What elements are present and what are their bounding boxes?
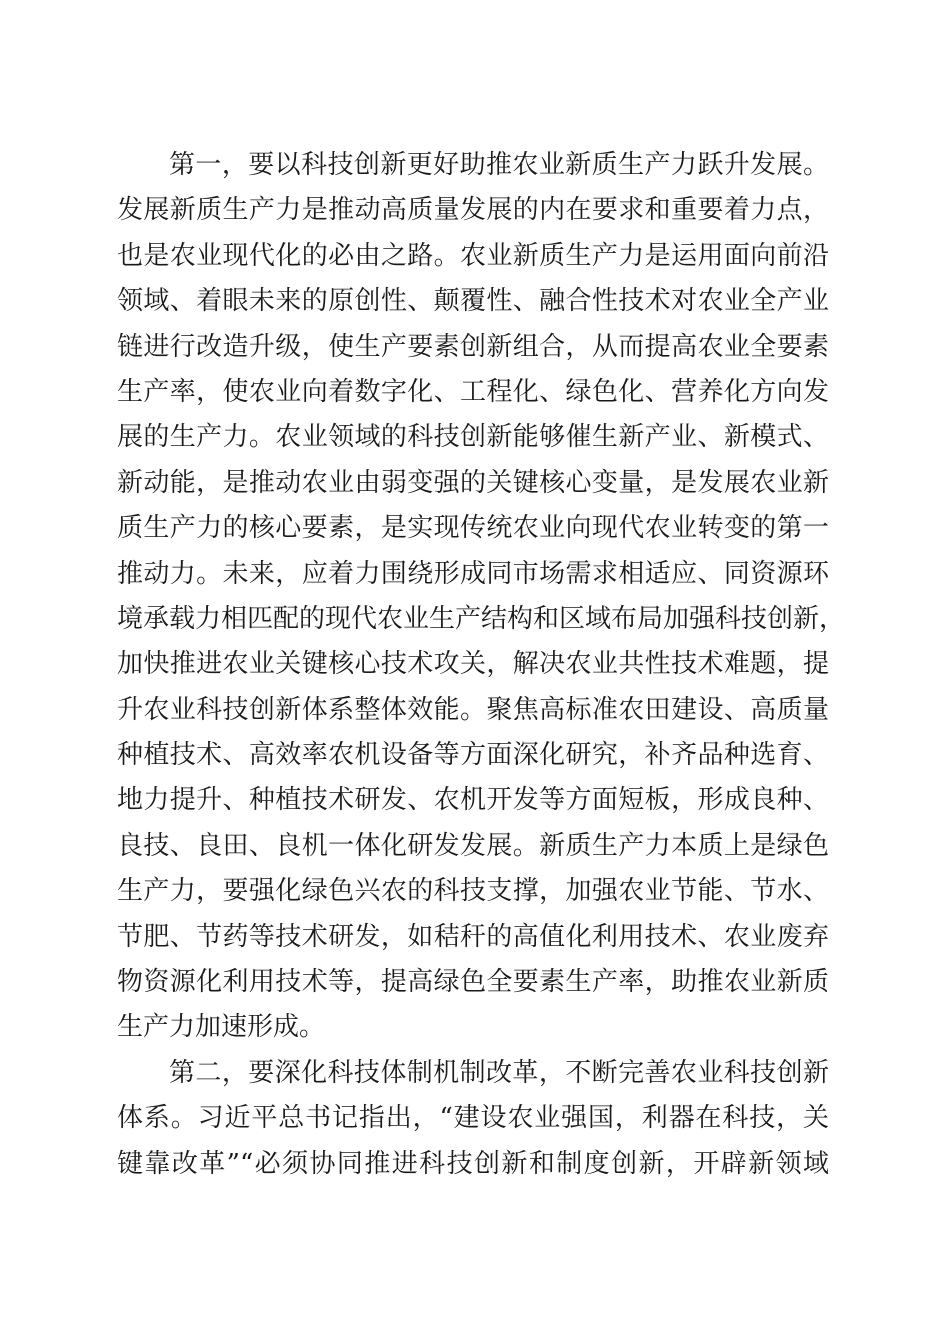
paragraph-line: 第二，要深化科技体制机制改革，不断完善农业科技创新: [169, 1057, 829, 1088]
paragraph-line: 生产率，使农业向着数字化、工程化、绿色化、营养化方向发: [117, 376, 829, 407]
paragraph-1: [117, 143, 846, 1051]
paragraph-line: 节肥、节药等技术研发，如秸秆的高值化利用技术、农业废弃: [117, 921, 829, 952]
paragraph-line: 推动力。未来，应着力围绕形成同市场需求相适应、同资源环: [117, 558, 829, 589]
paragraph-line: 领域、着眼未来的原创性、颠覆性、融合性技术对农业全产业: [117, 286, 829, 317]
paragraph-line: 升农业科技创新体系整体效能。聚焦高标准农田建设、高质量: [117, 694, 829, 725]
paragraph-line: 键靠改革”“必须协同推进科技创新和制度创新，开辟新领域: [117, 1148, 829, 1179]
paragraph-line: 第一，要以科技创新更好助推农业新质生产力跃升发展。: [169, 150, 829, 180]
paragraph-2: [117, 1051, 829, 1187]
paragraph-line: 新动能，是推动农业由弱变强的关键核心变量，是发展农业新: [117, 467, 829, 498]
paragraph-line: 也是农业现代化的必由之路。农业新质生产力是运用面向前沿: [117, 240, 829, 271]
paragraph-line: 物资源化利用技术等，提高绿色全要素生产率，助推农业新质: [117, 967, 829, 998]
paragraph-line: 加快推进农业关键核心技术攻关，解决农业共性技术难题，提: [117, 649, 829, 680]
paragraph-line: 种植技术、高效率农机设备等方面深化研究，补齐品种选育、: [117, 740, 829, 771]
paragraph-line: 境承载力相匹配的现代农业生产结构和区域布局加强科技创新，: [117, 603, 846, 634]
paragraph-line: 质生产力的核心要素，是实现传统农业向现代农业转变的第一: [117, 513, 829, 544]
paragraph-line: 展的生产力。农业领域的科技创新能够催生新产业、新模式、: [117, 422, 829, 453]
paragraph-line: 链进行改造升级，使生产要素创新组合，从而提高农业全要素: [117, 331, 829, 362]
document-body: [117, 143, 846, 1187]
paragraph-line: 发展新质生产力是推动高质量发展的内在要求和重要着力点，: [117, 195, 829, 226]
paragraph-line: 体系。习近平总书记指出，“建设农业强国，利器在科技，关: [117, 1103, 829, 1134]
paragraph-line: 良技、良田、良机一体化研发发展。新质生产力本质上是绿色: [117, 830, 829, 861]
paragraph-line: 地力提升、种植技术研发、农机开发等方面短板，形成良种、: [117, 785, 829, 816]
paragraph-line: 生产力，要强化绿色兴农的科技支撑，加强农业节能、节水、: [117, 876, 829, 907]
paragraph-line: 生产力加速形成。: [117, 1012, 326, 1043]
